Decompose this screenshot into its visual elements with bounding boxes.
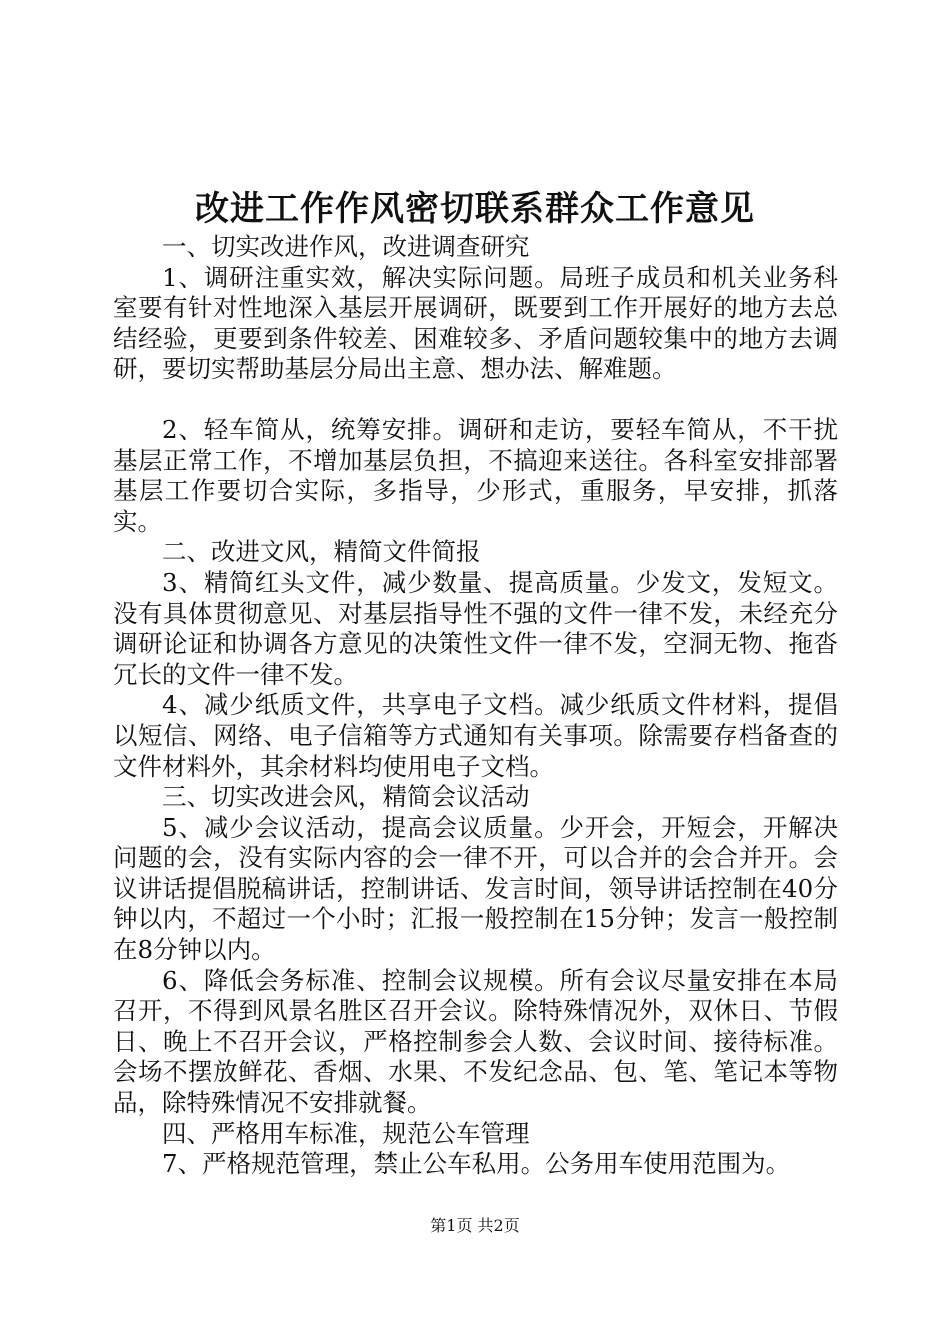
page-number: 第1页 共2页 — [430, 1216, 520, 1235]
document-title: 改进工作作风密切联系群众工作意见 — [195, 189, 755, 229]
paragraph-7: 7、严格规范管理，禁止公车私用。公务用车使用范围为。 — [162, 1149, 791, 1179]
paragraph-2: 2、轻车简从，统筹安排。调研和走访，要轻车简从，不干扰基层正常工作，不增加基层负担，不搞迎来送往。各科室安排部署基层工作要切合实际，多指导，少形式，重服务，早安排，抓落实。 — [113, 414, 838, 536]
document-body — [113, 232, 838, 1180]
section-heading-4: 四、严格用车标准，规范公车管理 — [162, 1118, 530, 1148]
section-heading-1: 一、切实改进作风，改进调查研究 — [162, 232, 530, 261]
section-heading-3: 三、切实改进会风，精简会议活动 — [162, 782, 530, 812]
paragraph-4: 4、减少纸质文件，共享电子文档。减少纸质文件材料，提倡以短信、网络、电子信箱等方式通知有关事项。除需要存档备查的文件材料外，其余材料均使用电子文档。 — [113, 690, 838, 781]
paragraph-5: 5、减少会议活动，提高会议质量。少开会，开短会，开解决问题的会，没有实际内容的会一律不开，可以合并的会合并开。会议讲话提倡脱稿讲话，控制讲话、发言时间，领导讲话控制在40分钟以内，不超过一个小时；汇报一般控制在15分钟；发言一般控制在8分钟以内。 — [113, 812, 838, 965]
section-heading-2: 二、改进文风，精简文件简报 — [162, 537, 481, 567]
paragraph-1: 1、调研注重实效，解决实际问题。局班子成员和机关业务科室要有针对性地深入基层开展调研，既要到工作开展好的地方去总结经验，更要到条件较差、困难较多、矛盾问题较集中的地方去调研，要切实帮助基层分局出主意、想办法、解难题。 — [113, 262, 838, 384]
paragraph-6: 6、降低会务标准、控制会议规模。所有会议尽量安排在本局召开，不得到风景名胜区召开会议。除特殊情况外，双休日、节假日、晚上不召开会议，严格控制参会人数、会议时间、接待标准。会场不摆放鲜花、香烟、水果、不发纪念品、包、笔、笔记本等物品，除特殊情况不安排就餐。 — [113, 965, 838, 1118]
paragraph-3: 3、精简红头文件，减少数量、提高质量。少发文，发短文。没有具体贯彻意见、对基层指导性不强的文件一律不发，未经充分调研论证和协调各方意见的决策性文件一律不发，空洞无物、拖沓冗长的文件一律不发。 — [113, 567, 838, 689]
